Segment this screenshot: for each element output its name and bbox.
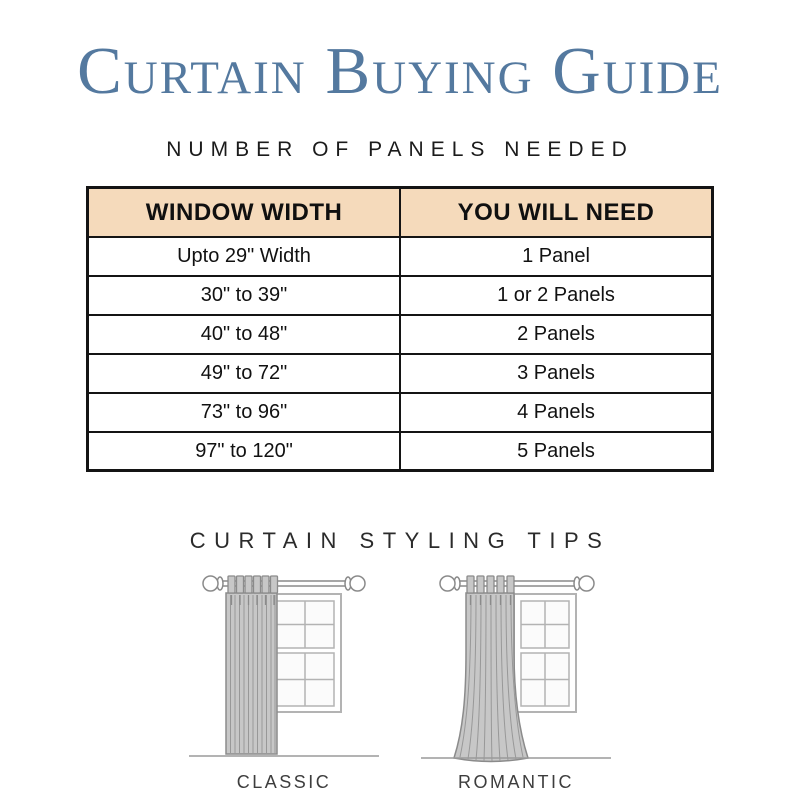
table-row: [88, 354, 713, 393]
panels-section-heading: NUMBER OF PANELS NEEDED: [166, 138, 634, 162]
styling-tips-figures: [0, 572, 800, 793]
window-width-cell: Upto 29" Width: [88, 237, 401, 276]
style-label-classic: CLASSIC: [236, 772, 332, 793]
styling-tips-heading: CURTAIN STYLING TIPS: [189, 528, 611, 554]
table-row: [88, 276, 713, 315]
column-header-window-width: WINDOW WIDTH: [88, 188, 401, 237]
panels-needed-cell: 1 Panel: [400, 237, 713, 276]
column-header-you-will-need: YOU WILL NEED: [400, 188, 713, 237]
curtain-panel: [226, 593, 277, 754]
panels-needed-cell: 1 or 2 Panels: [400, 276, 713, 315]
panels-needed-cell: 3 Panels: [400, 354, 713, 393]
table-row: [88, 393, 713, 432]
window-width-cell: 97" to 120": [88, 432, 401, 471]
panels-table: [86, 186, 714, 472]
window-width-cell: 30" to 39": [88, 276, 401, 315]
window-width-cell: 40" to 48": [88, 315, 401, 354]
table-header-row: [88, 188, 713, 237]
panels-needed-cell: 5 Panels: [400, 432, 713, 471]
table-row: [88, 237, 713, 276]
window-width-cell: 49" to 72": [88, 354, 401, 393]
table-row: [88, 432, 713, 471]
romantic-style-figure: [421, 572, 611, 793]
curtain-rod: [440, 576, 594, 591]
panels-needed-cell: 2 Panels: [400, 315, 713, 354]
window: [514, 594, 576, 712]
classic-style-figure: [189, 572, 379, 793]
window-width-cell: 73" to 96": [88, 393, 401, 432]
table-row: [88, 315, 713, 354]
romantic-curtain-illustration: [421, 572, 611, 768]
page-title: Curtain Buying Guide: [77, 34, 723, 108]
window: [269, 594, 341, 712]
style-label-romantic: ROMANTIC: [458, 772, 574, 793]
classic-curtain-illustration: [189, 572, 379, 768]
curtain-rod: [203, 576, 365, 591]
panels-needed-cell: 4 Panels: [400, 393, 713, 432]
